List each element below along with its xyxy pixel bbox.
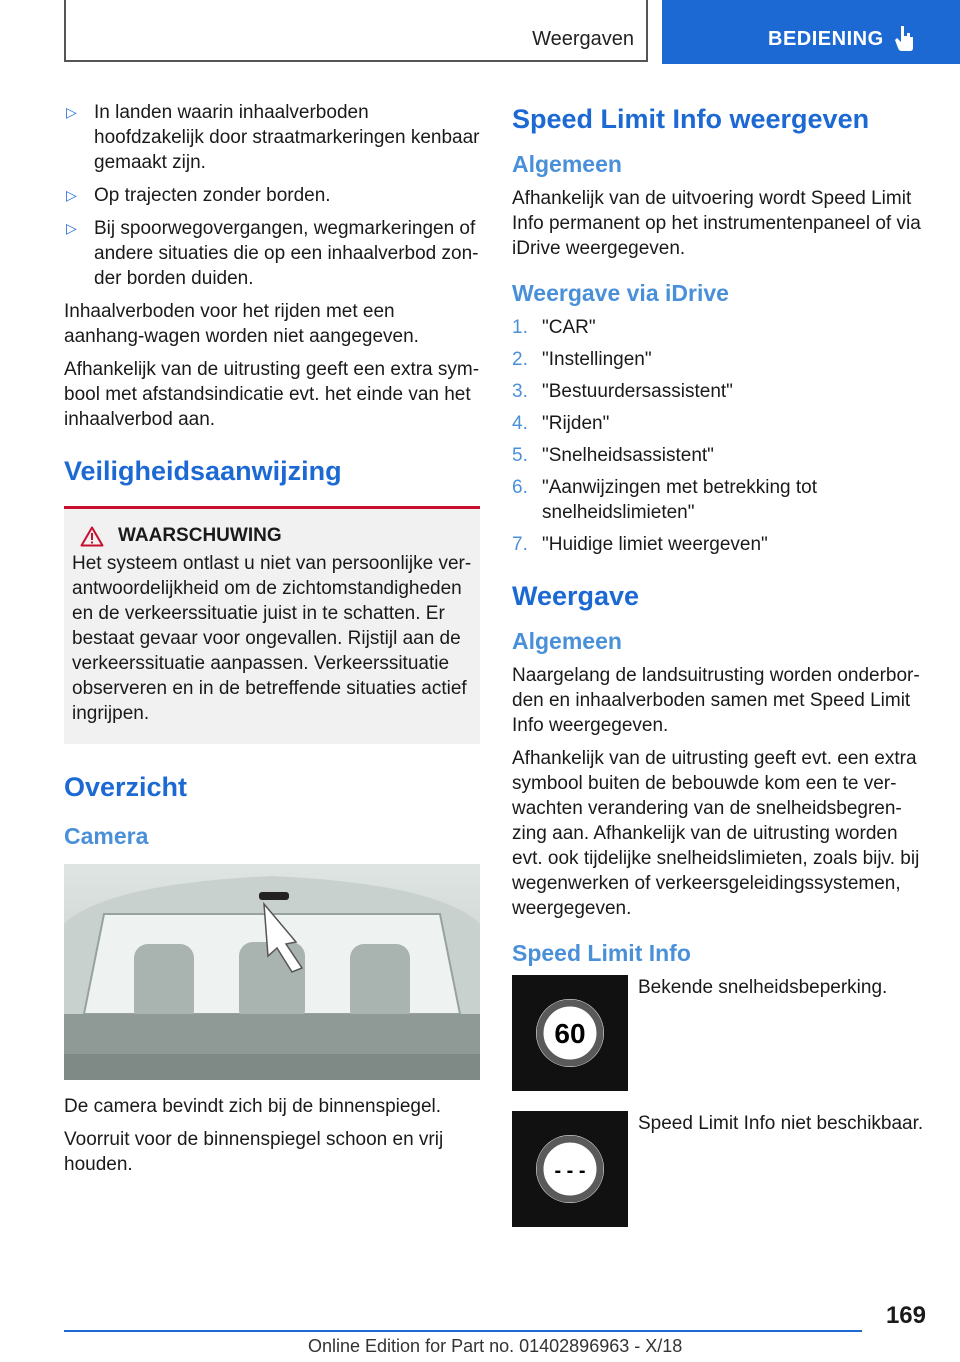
triangle-bullet-icon: ▷	[66, 220, 77, 236]
speed-limit-value: 60	[554, 1018, 586, 1049]
list-item: 6. "Aanwijzingen met betrekking tot snelheidslimieten"	[512, 477, 817, 523]
triangle-bullet-icon: ▷	[66, 104, 77, 120]
symbol-row	[512, 975, 928, 1091]
left-column	[64, 100, 480, 1185]
list-item: 3. "Bestuurdersassistent"	[512, 381, 733, 402]
page-number: 169	[885, 1302, 926, 1329]
idrive-heading: Weergave via iDrive	[512, 280, 729, 306]
display-text-2: Afhankelijk van de uitrusting geeft evt. een extra symbool buiten de bebouwde kom een te ver-wachten verandering van de snelheidsbegren-zing aan. Afhankelijk van de uitrusting worden evt. ook tijdelijke snelheidslimieten, zoals bijv. bij wegenwerken of verkeersgeleidingssystemen, weergegeven.	[512, 748, 920, 919]
speed-limit-sign-icon	[534, 997, 606, 1069]
list-item: 7. "Huidige limiet weergeven"	[512, 534, 768, 555]
list-item: ▷ Bij spoorwegovergangen, wegmarkeringen of andere situaties die op een inhaalverbod zon-der borden duiden.	[66, 218, 479, 289]
symbol-description: Bekende snelheidsbeperking.	[638, 977, 888, 998]
list-item: ▷ Op trajecten zonder borden.	[66, 185, 331, 206]
camera-location-image	[64, 864, 480, 1080]
speed-limit-unavailable-sign	[512, 1111, 628, 1227]
list-item: 1. "CAR"	[512, 317, 596, 338]
list-item: 4. "Rijden"	[512, 413, 610, 434]
display-heading: Weergave	[512, 581, 640, 611]
symbol-description: Speed Limit Info niet beschikbaar.	[638, 1113, 924, 1134]
camera-location-text: De camera bevindt zich bij de binnenspiegel.	[64, 1096, 442, 1117]
speed-limit-unavailable-icon	[534, 1133, 606, 1205]
warning-triangle-icon	[80, 526, 104, 547]
camera-clean-text: Voorruit voor de binnenspiegel schoon en vrij houden.	[64, 1129, 444, 1175]
edition-text: Online Edition for Part no. 01402896963 - X/18	[308, 1336, 683, 1356]
symbol-row	[512, 1111, 928, 1227]
camera-heading: Camera	[64, 823, 149, 849]
chapter-tab-label: BEDIENING	[768, 28, 884, 50]
list-item: 5. "Snelheidsassistent"	[512, 445, 714, 466]
list-item: 2. "Instellingen"	[512, 349, 652, 370]
hand-pointer-icon	[894, 24, 916, 52]
general-heading: Algemeen	[512, 151, 622, 177]
triangle-bullet-icon: ▷	[66, 187, 77, 203]
warning-header	[72, 525, 472, 547]
display-general-heading: Algemeen	[512, 628, 622, 654]
display-text-1: Naargelang de landsuitrusting worden onderbor-den en inhaalverboden samen met Speed Limit Info weergegeven.	[512, 665, 920, 736]
warning-box	[64, 506, 480, 744]
speed-limit-info-heading: Speed Limit Info	[512, 940, 691, 966]
bullet-list	[64, 100, 480, 291]
warning-text: Het systeem ontlast u niet van persoonlijke ver-antwoordelijkheid om de zichtomstandigheden en de verkeerssituatie juist in te schatten. Er bestaat gevaar voor ongevallen. Rijstijl aan de verkeerssituatie aanpassen. Verkeerssituatie observeren en in de betreffende situaties actief ingrijpen.	[72, 553, 472, 724]
page-title: Speed Limit Info weergeven	[512, 104, 870, 134]
warning-title: WAARSCHUWING	[118, 525, 282, 546]
steps-list	[512, 315, 928, 557]
paragraph-trailer: Inhaalverboden voor het rijden met een aanhang-wagen worden niet aangegeven.	[64, 301, 419, 347]
overview-heading: Overzicht	[64, 772, 188, 802]
safety-heading: Veiligheidsaanwijzing	[64, 456, 342, 486]
chapter-tab[interactable]	[662, 0, 960, 64]
general-text: Afhankelijk van de uitvoering wordt Speed Limit Info permanent op het instrumentenpaneel of via iDrive weergegeven.	[512, 188, 921, 259]
footer-divider	[64, 1330, 862, 1332]
speed-limit-dashes: - - -	[554, 1160, 586, 1182]
right-column	[512, 100, 928, 1247]
list-item: ▷ In landen waarin inhaalverboden hoofdzakelijk door straatmarkeringen kenbaar gemaakt zijn.	[66, 102, 480, 173]
speed-limit-60-sign	[512, 975, 628, 1091]
paragraph-end-symbol: Afhankelijk van de uitrusting geeft een extra sym-bool met afstandsindicatie evt. het einde van het inhaalverbod aan.	[64, 359, 480, 430]
section-header	[64, 0, 648, 62]
section-title: Weergaven	[532, 28, 634, 50]
